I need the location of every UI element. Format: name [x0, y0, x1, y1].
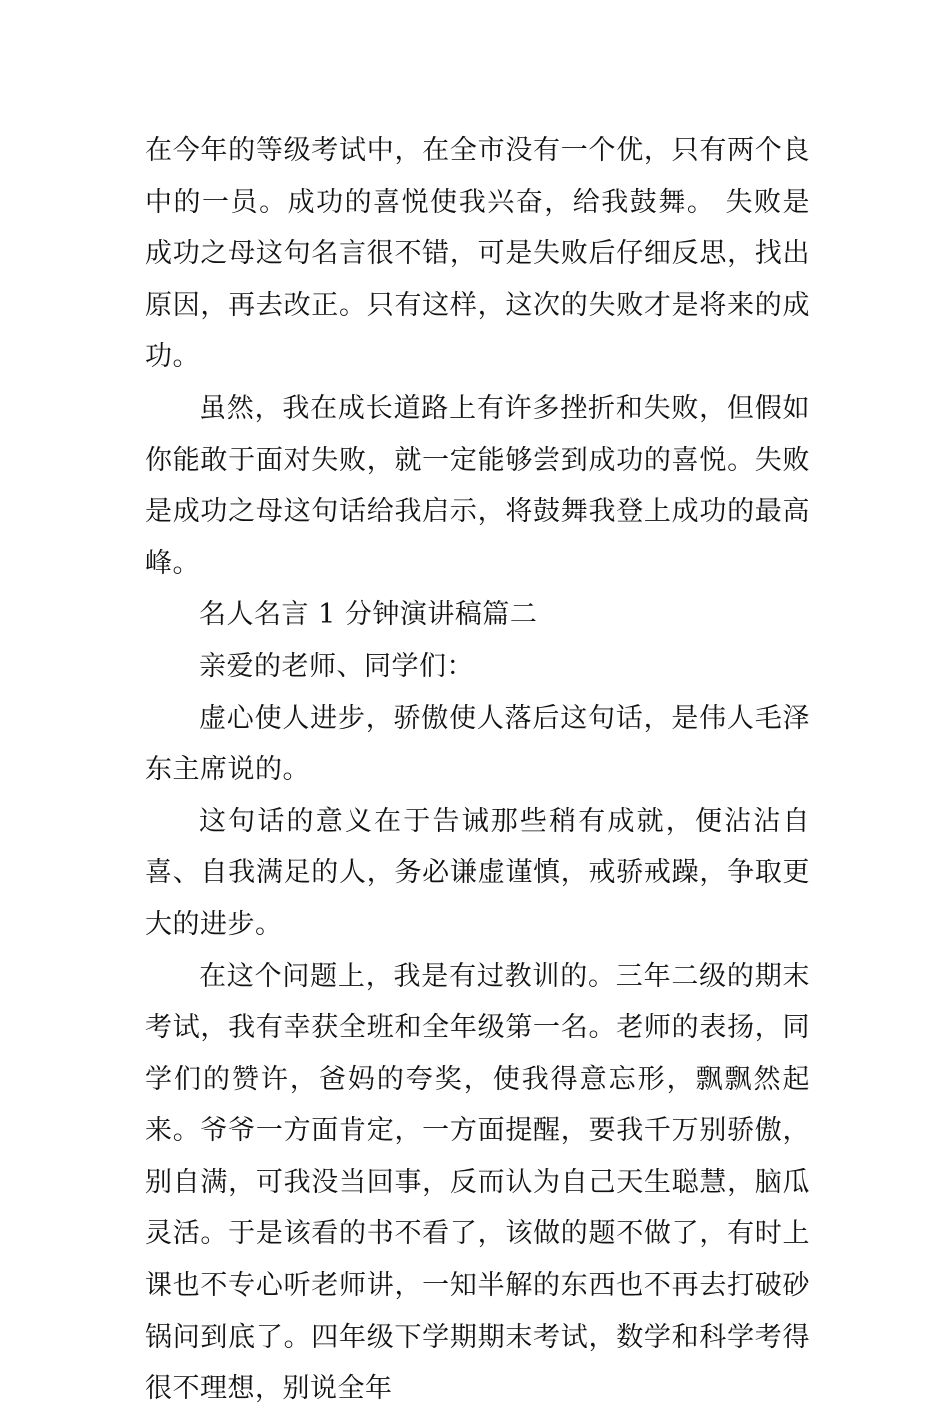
paragraph: 虽然，我在成长道路上有许多挫折和失败，但假如你能敢于面对失败，就一定能够尝到成功的喜悦。失败是成功之母这句话给我启示，将鼓舞我登上成功的最高峰。 [145, 392, 810, 579]
paragraph: 这句话的意义在于告诫那些稍有成就，便沾沾自喜、自我满足的人，务必谦虚谨慎，戒骄戒躁，争取更大的进步。 [145, 805, 810, 940]
paragraph-continuation: 在今年的等级考试中，在全市没有一个优，只有两个良中的一员。成功的喜悦使我兴奋，给我鼓舞。 失败是成功之母这句名言很不错，可是失败后仔细反思，找出原因，再去改正。只有这样，这次的失败才是将来的成功。 [145, 135, 810, 373]
paragraph: 在这个问题上，我是有过教训的。三年二级的期末考试，我有幸获全班和全年级第一名。老师的表扬，同学们的赞许，爸妈的夸奖，使我得意忘形，飘飘然起来。爷爷一方面肯定，一方面提醒，要我千万别骄傲，别自满，可我没当回事，反而认为自己天生聪慧，脑瓜灵活。于是该看的书不看了，该做的题不做了，有时上课也不专心听老师讲，一知半解的东西也不再去打破砂锅问到底了。四年级下学期期末考试，数学和科学考得很不理想，别说全年 [145, 960, 810, 1405]
document-body [145, 125, 810, 1415]
section-heading: 名人名言 1 分钟演讲稿篇二 [199, 599, 538, 631]
paragraph: 虚心使人进步，骄傲使人落后这句话，是伟人毛泽东主席说的。 [145, 702, 810, 786]
salutation: 亲爱的老师、同学们： [199, 650, 474, 682]
